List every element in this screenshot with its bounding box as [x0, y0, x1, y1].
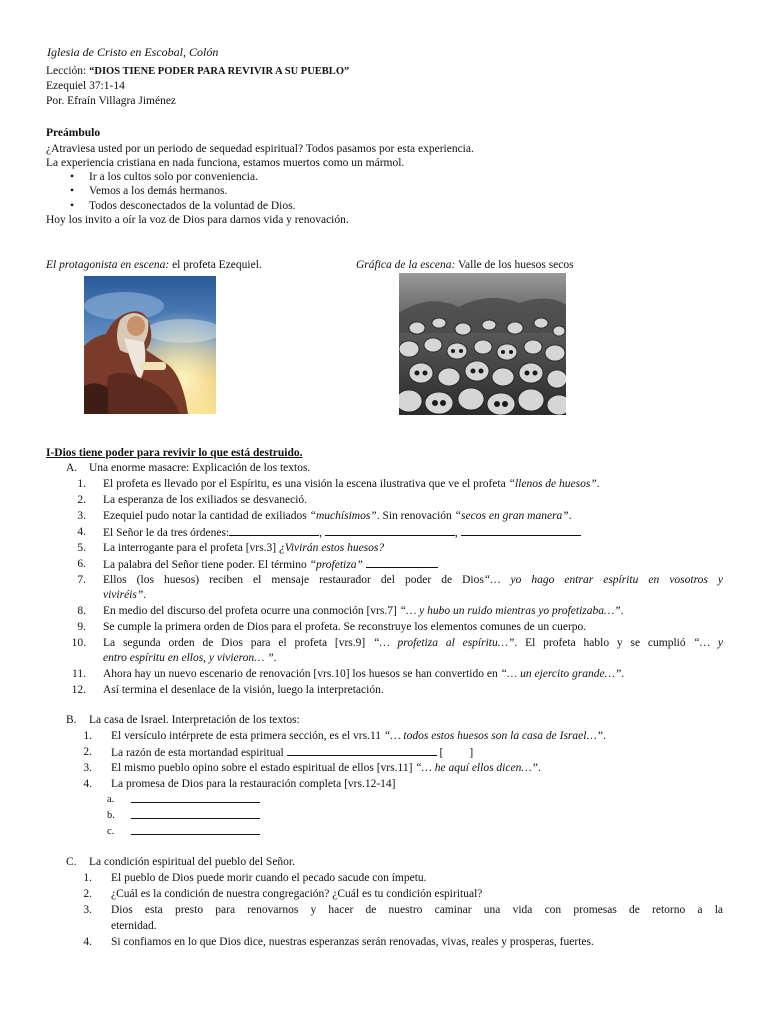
- list-number: 3.: [83, 904, 92, 916]
- list-number: 11.: [72, 668, 86, 680]
- protagonist-value: el profeta Ezequiel.: [169, 259, 262, 271]
- list-number: 2.: [77, 494, 86, 506]
- list-item: Se cumple la primera orden de Dios para el profeta. Se reconstruye los elementos comunes de un cuerpo.: [103, 621, 587, 633]
- list-item: ¿Cuál es la condición de nuestra congregación? ¿Cuál es tu condición espiritual?: [111, 888, 483, 900]
- fill-blank[interactable]: [131, 824, 260, 835]
- list-item: Si confiamos en lo que Dios dice, nuestras esperanzas serán renovadas, vivas, reales y prosperas, fuertes.: [111, 936, 594, 948]
- list-item: La promesa de Dios para la restauración completa [vrs.12-14]: [111, 778, 396, 790]
- section-a-title: Una enorme masacre: Explicación de los textos.: [89, 462, 311, 474]
- list-number: 5.: [77, 542, 86, 554]
- list-item: La esperanza de los exiliados se desvaneció.: [103, 494, 308, 506]
- list-item: La razón de esta mortandad espiritual [ ]: [111, 747, 474, 759]
- list-item-continuation: eternidad.: [111, 920, 157, 932]
- valley-of-dry-bones-image: [399, 273, 566, 415]
- list-number: 1.: [83, 730, 92, 742]
- fill-blank[interactable]: [287, 745, 437, 756]
- section-b-title: La casa de Israel. Interpretación de los textos:: [89, 714, 300, 726]
- list-number: 1.: [77, 478, 86, 490]
- preambulo-closing: Hoy los invito a oír la voz de Dios para darnos vida y renovación.: [46, 214, 349, 226]
- fill-blank[interactable]: [229, 525, 319, 536]
- list-item: En medio del discurso del profeta ocurre una conmoción [vrs.7] “… y hubo un ruido mientras yo profetizaba…”.: [103, 605, 624, 617]
- list-number: 7.: [77, 574, 86, 586]
- church-name: Iglesia de Cristo en Escobal, Colón: [47, 45, 219, 59]
- list-number: 8.: [77, 605, 86, 617]
- section-c-letter: C.: [66, 856, 77, 868]
- list-number: 12.: [71, 684, 86, 696]
- list-item: Ellos (los huesos) reciben el mensaje restaurador del poder de Dios“… yo hago entrar espíritu en vosotros y: [103, 574, 724, 586]
- list-number: 10.: [71, 637, 86, 649]
- section-b-letter: B.: [66, 714, 77, 726]
- list-item-continuation: entro espíritu en ellos, y vivieron… ”.: [103, 652, 277, 664]
- preambulo-line-2: La experiencia cristiana en nada funciona, estamos muertos como un mármol.: [46, 157, 405, 169]
- list-number: 4.: [83, 936, 92, 948]
- scripture-reference: Ezequiel 37:1-14: [46, 80, 125, 92]
- protagonist-caption: [46, 258, 262, 272]
- list-number: 3.: [83, 762, 92, 774]
- prophet-ezekiel-image: [84, 276, 216, 414]
- fill-blank[interactable]: [131, 792, 260, 803]
- list-item: Ahora hay un nuevo escenario de renovación [vrs.10] los huesos se han convertido en “… un ejercito grande…”.: [103, 668, 625, 680]
- list-item: El pueblo de Dios puede morir cuando el pecado sacude con ímpetu.: [111, 872, 427, 884]
- graphic-caption: [356, 258, 574, 272]
- lesson-line: [46, 64, 349, 79]
- lesson-label: Lección:: [46, 65, 87, 77]
- list-number: 4.: [83, 778, 92, 790]
- list-number: 6.: [77, 558, 86, 570]
- list-number: 3.: [77, 510, 86, 522]
- list-item: El mismo pueblo opino sobre el estado espiritual de ellos [vrs.11] “… he aquí ellos dicen…”.: [111, 762, 541, 774]
- preambulo-bullet: Vemos a los demás hermanos.: [89, 185, 228, 197]
- protagonist-label: El protagonista en escena:: [46, 259, 170, 271]
- list-number: 2.: [83, 888, 92, 900]
- list-item: La palabra del Señor tiene poder. El término “profetiza”: [103, 557, 438, 572]
- bullet-icon: •: [70, 200, 75, 212]
- preambulo-bullet: Ir a los cultos solo por conveniencia.: [89, 171, 258, 183]
- lesson-title: “DIOS TIENE PODER PARA REVIVIR A SU PUEBLO”: [89, 66, 350, 77]
- bullet-icon: •: [70, 185, 75, 197]
- graphic-label: Gráfica de la escena:: [356, 259, 456, 271]
- preambulo-bullet: Todos desconectados de la voluntad de Dios.: [89, 200, 296, 212]
- sub-letter: c.: [107, 826, 115, 837]
- preambulo-line-1: ¿Atraviesa usted por un periodo de sequedad espiritual? Todos pasamos por esta experiencia.: [46, 143, 474, 155]
- author: Por. Efraín Villagra Jiménez: [46, 95, 177, 107]
- section-1-title: I-Dios tiene poder para revivir lo que está destruido.: [46, 447, 303, 459]
- fill-blank[interactable]: [325, 525, 455, 536]
- list-item: La interrogante para el profeta [vrs.3] ¿Vivirán estos huesos?: [103, 542, 385, 554]
- list-item: Dios esta presto para renovarnos y hacer de nuestro caminar una vida con promesas de retorno a la: [111, 904, 723, 916]
- list-number: 4.: [77, 526, 86, 538]
- list-item: El versículo intérprete de esta primera sección, es el vrs.11 “… todos estos huesos son la casa de Israel…”.: [111, 730, 606, 742]
- section-c-title: La condición espiritual del pueblo del Señor.: [89, 856, 295, 868]
- bullet-icon: •: [70, 171, 75, 183]
- sub-letter: a.: [107, 794, 115, 805]
- list-number: 9.: [77, 621, 86, 633]
- preambulo-title: Preámbulo: [46, 127, 101, 139]
- list-item: El Señor le da tres órdenes: , ,: [103, 525, 581, 540]
- fill-blank[interactable]: [131, 808, 260, 819]
- list-item: Ezequiel pudo notar la cantidad de exiliados “muchísimos”. Sin renovación “secos en gran manera”.: [103, 510, 572, 522]
- section-a-letter: A.: [66, 462, 78, 474]
- fill-blank[interactable]: [366, 557, 438, 568]
- list-item: Así termina el desenlace de la visión, luego la interpretación.: [103, 684, 384, 696]
- list-number: 1.: [83, 872, 92, 884]
- list-item-continuation: viviréis”.: [103, 589, 147, 601]
- list-item: La segunda orden de Dios para el profeta [vrs.9] “… profetiza al espíritu…”. El profeta hablo y se cumplió “… y: [103, 637, 723, 649]
- graphic-value: Valle de los huesos secos: [455, 259, 574, 271]
- fill-blank[interactable]: [461, 525, 581, 536]
- list-number: 2.: [83, 746, 92, 758]
- sub-letter: b.: [107, 810, 115, 821]
- list-item: El profeta es llevado por el Espíritu, es una visión la escena ilustrativa que ve el profeta “llenos de huesos”.: [103, 478, 600, 490]
